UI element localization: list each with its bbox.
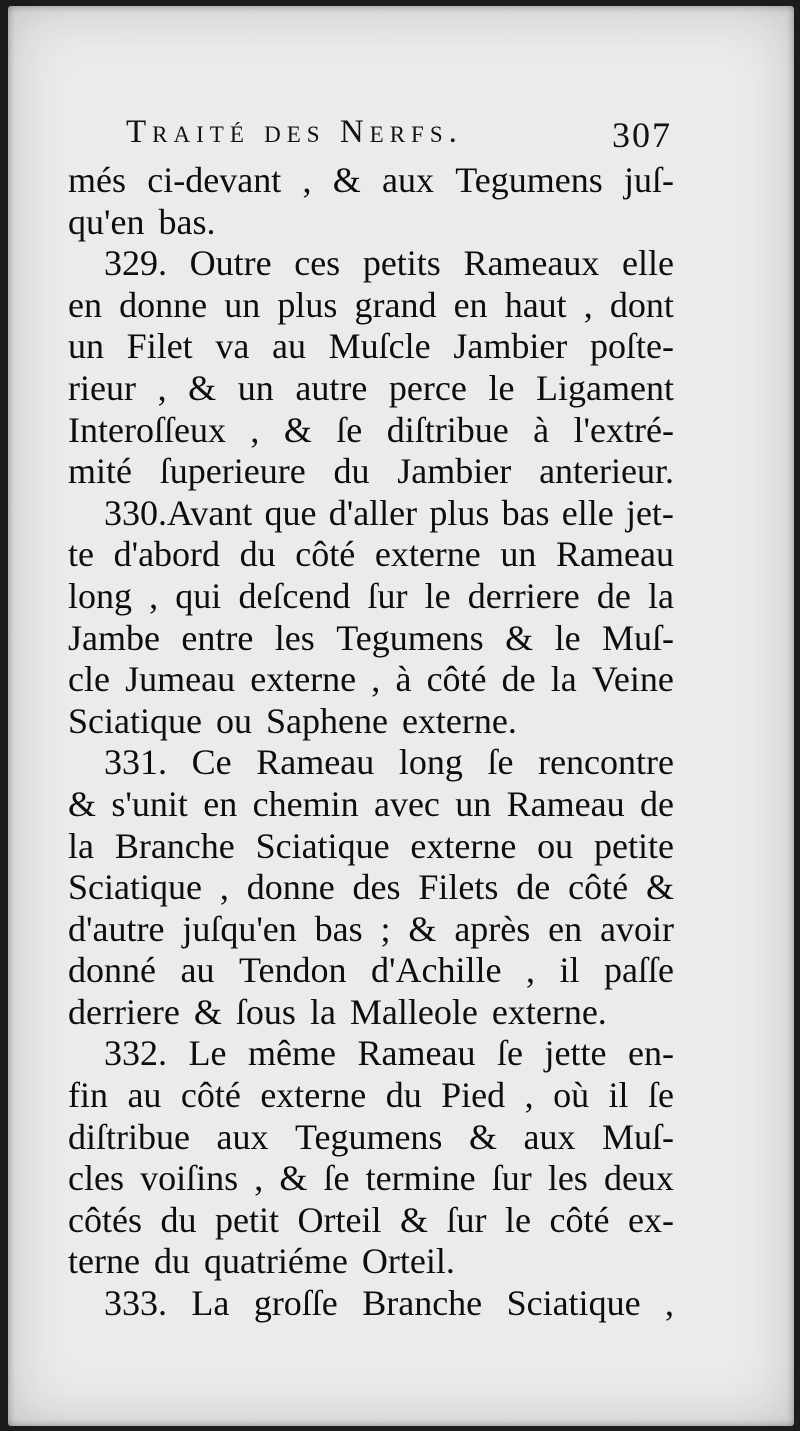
text-line: rieur , & un autre perce le Ligament (68, 367, 674, 408)
running-title: Traité des Nerfs. (126, 114, 463, 150)
text-line: Jambe entre les Tegumens & le Muſ- (68, 617, 674, 658)
text-line: 332. Le même Rameau ſe jette en- (104, 1033, 674, 1074)
text-line: 333. La groſſe Branche Sciatique , (104, 1283, 674, 1324)
text-line: fin au côté externe du Pied , où il ſe (68, 1075, 674, 1116)
text-line: 330.Avant que d'aller plus bas elle jet- (104, 492, 674, 533)
text-line: mité ſuperieure du Jambier anterieur. (68, 451, 674, 492)
text-line: côtés du petit Orteil & ſur le côté ex- (68, 1199, 674, 1240)
text-line: Sciatique , donne des Filets de côté & (68, 867, 674, 908)
text-line: cles voiſins , & ſe termine ſur les deux (68, 1158, 674, 1199)
text-line: & s'unit en chemin avec un Rameau de (68, 783, 674, 824)
text-line: donné au Tendon d'Achille , il paſſe (68, 950, 674, 991)
text-line: més ci-devant , & aux Tegumens juſ- (68, 160, 674, 200)
text-line: derriere & ſous la Malleole externe. (68, 991, 607, 1032)
text-line: 331. Ce Rameau long ſe rencontre (104, 742, 674, 783)
text-line: en donne un plus grand en haut , dont (68, 284, 674, 325)
text-line: la Branche Sciatique externe ou petite (68, 825, 674, 866)
text-line: d'autre juſqu'en bas ; & après en avoir (68, 908, 674, 949)
text-line: 329. Outre ces petits Rameaux elle (104, 243, 674, 284)
text-line: te d'abord du côté externe un Rameau (68, 534, 674, 575)
page-number: 307 (612, 115, 672, 155)
text-line: Sciatique ou Saphene externe. (68, 700, 517, 741)
body-text (68, 160, 674, 1325)
running-head (126, 114, 672, 158)
text-line: Interoſſeux , & ſe diſtribue à l'extré- (68, 409, 674, 450)
text-line: diſtribue aux Tegumens & aux Muſ- (68, 1116, 674, 1157)
text-line: cle Jumeau externe , à côté de la Veine (68, 659, 674, 700)
text-line: qu'en bas. (68, 201, 216, 242)
text-line: terne du quatriéme Orteil. (68, 1241, 455, 1282)
text-line: un Filet va au Muſcle Jambier poſte- (68, 326, 674, 367)
book-page (8, 6, 794, 1426)
text-line: long , qui deſcend ſur le derriere de la (68, 575, 674, 616)
